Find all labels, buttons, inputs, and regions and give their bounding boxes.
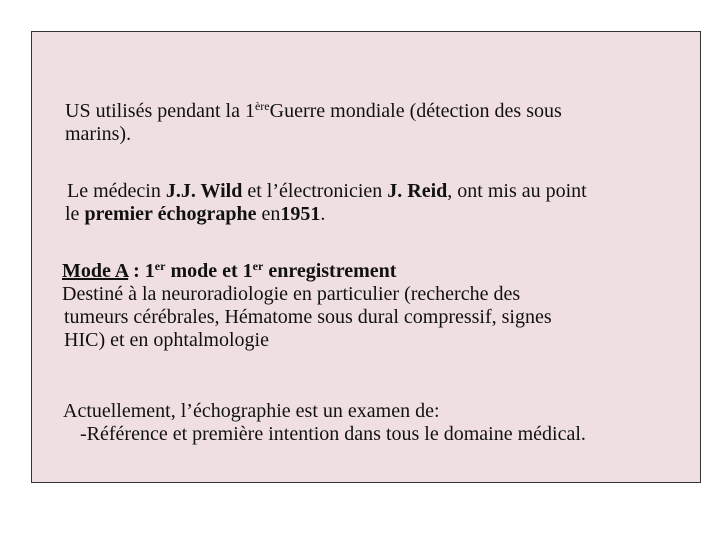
mode-a-label: Mode A [62, 260, 129, 282]
inventors-line-2: le premier échographe en1951. [65, 203, 326, 225]
mode-a-line-4: HIC) et en ophtalmologie [64, 329, 269, 351]
slide-content-box [31, 31, 701, 483]
mode-a-line-2: Destiné à la neuroradiologie en particulier (recherche des [62, 283, 521, 305]
inventors-line-1: Le médecin J.J. Wild et l’électronicien J. Reid, ont mis au point [67, 180, 587, 202]
mode-a-heading: Mode A : 1er mode et 1er enregistrement [62, 259, 397, 282]
current-use-line-1: Actuellement, l’échographie est un examen de: [63, 400, 440, 422]
history-line-1: US utilisés pendant la 1èreGuerre mondiale (détection des sous [65, 99, 562, 122]
paragraph-current-use [63, 400, 586, 446]
inventor-wild: J.J. Wild [165, 180, 243, 202]
paragraph-inventors [65, 180, 587, 226]
mode-a-line-3: tumeurs cérébrales, Hématome sous dural compressif, signes [64, 306, 552, 328]
current-use-line-2: -Référence et première intention dans tous le domaine médical. [80, 423, 586, 445]
invention-year: 1951 [280, 203, 321, 225]
paragraph-history [65, 100, 562, 146]
paragraph-mode-a [62, 260, 552, 352]
inventor-reid: J. Reid [387, 180, 448, 202]
history-line-2: marins). [65, 123, 132, 145]
first-ultrasound-device: premier échographe [84, 203, 257, 225]
